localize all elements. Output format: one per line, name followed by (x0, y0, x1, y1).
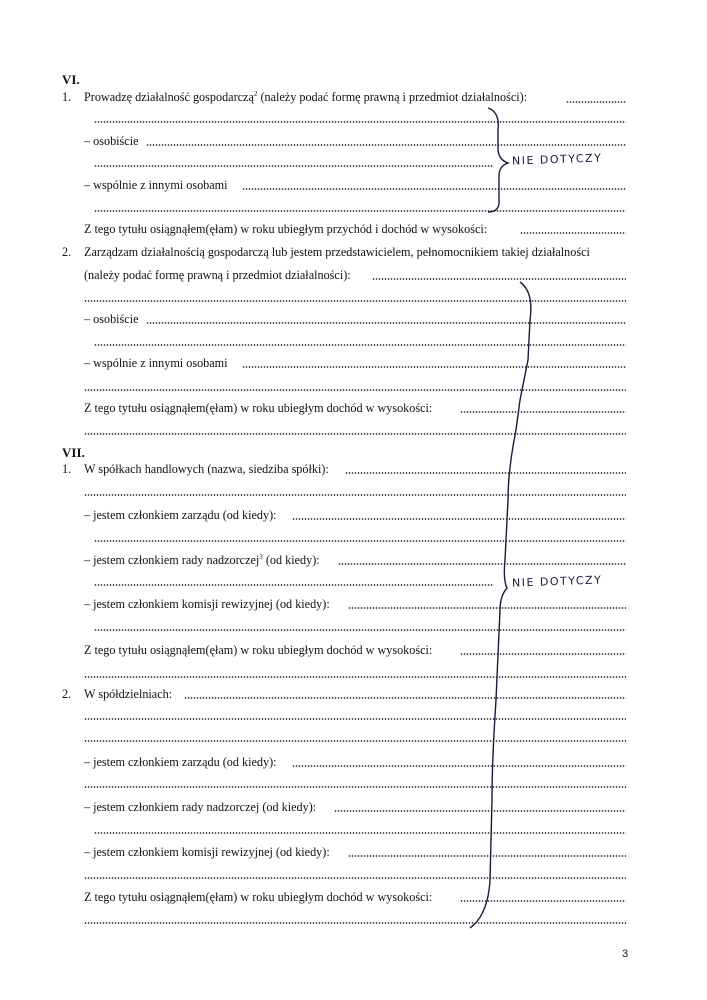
section-vi-heading: VI. (62, 72, 80, 87)
vii-item2-line1: W spółdzielniach: (84, 687, 173, 701)
vi-item1-income: Z tego tytułu osiągnąłem(ęłam) w roku ubiegłym przychód i dochód w wysokości: (84, 222, 488, 236)
page-number: 3 (622, 948, 629, 960)
vii-item2-number: 2. (62, 687, 72, 701)
vi-item1-personally: – osobiście (84, 134, 139, 148)
vi-item2-jointly: – wspólnie z innymi osobami (84, 356, 228, 370)
handwritten-note-vi: NIE DOTYCZY (511, 151, 603, 168)
vii-item1-audit: – jestem członkiem komisji rewizyjnej (od kiedy): (84, 597, 330, 611)
vi-item2-line1: Zarządzam działalnością gospodarczą lub jestem przedstawicielem, pełnomocnikiem takiej działalności (84, 245, 590, 259)
vi-item2-income: Z tego tytułu osiągnąłem(ęłam) w roku ubiegłym dochód w wysokości: (84, 401, 433, 415)
vi-item1-jointly: – wspólnie z innymi osobami (84, 178, 228, 192)
vi-item1-line1: Prowadzę działalność gospodarczą$^2$ (należy podać formę prawną i przedmiot działalności): (84, 90, 528, 104)
vii-item2-supervisory: – jestem członkiem rady nadzorczej (od kiedy): (84, 800, 317, 814)
vii-item2-audit: – jestem członkiem komisji rewizyjnej (od kiedy): (84, 845, 330, 859)
section-vii-heading: VII. (62, 445, 85, 460)
vii-item1-board: – jestem członkiem zarządu (od kiedy): (84, 508, 277, 522)
vii-item2-board: – jestem członkiem zarządu (od kiedy): (84, 755, 277, 769)
vii-item1-line1: W spółkach handlowych (nazwa, siedziba spółki): (84, 462, 329, 476)
handwritten-note-vii: NIE DOTYCZY (511, 573, 603, 590)
vi-item2-line2: (należy podać formę prawną i przedmiot działalności): (84, 268, 351, 282)
vi-item2-personally: – osobiście (84, 312, 139, 326)
vi-item2-number: 2. (62, 245, 72, 259)
vi-item1-number: 1. (62, 90, 72, 104)
vii-item1-number: 1. (62, 462, 72, 476)
vii-item1-income: Z tego tytułu osiągnąłem(ęłam) w roku ubiegłym dochód w wysokości: (84, 643, 433, 657)
vii-item1-supervisory: – jestem członkiem rady nadzorczej$^3$ (od kiedy): (84, 553, 320, 567)
vii-item2-income: Z tego tytułu osiągnąłem(ęłam) w roku ubiegłym dochód w wysokości: (84, 890, 433, 904)
